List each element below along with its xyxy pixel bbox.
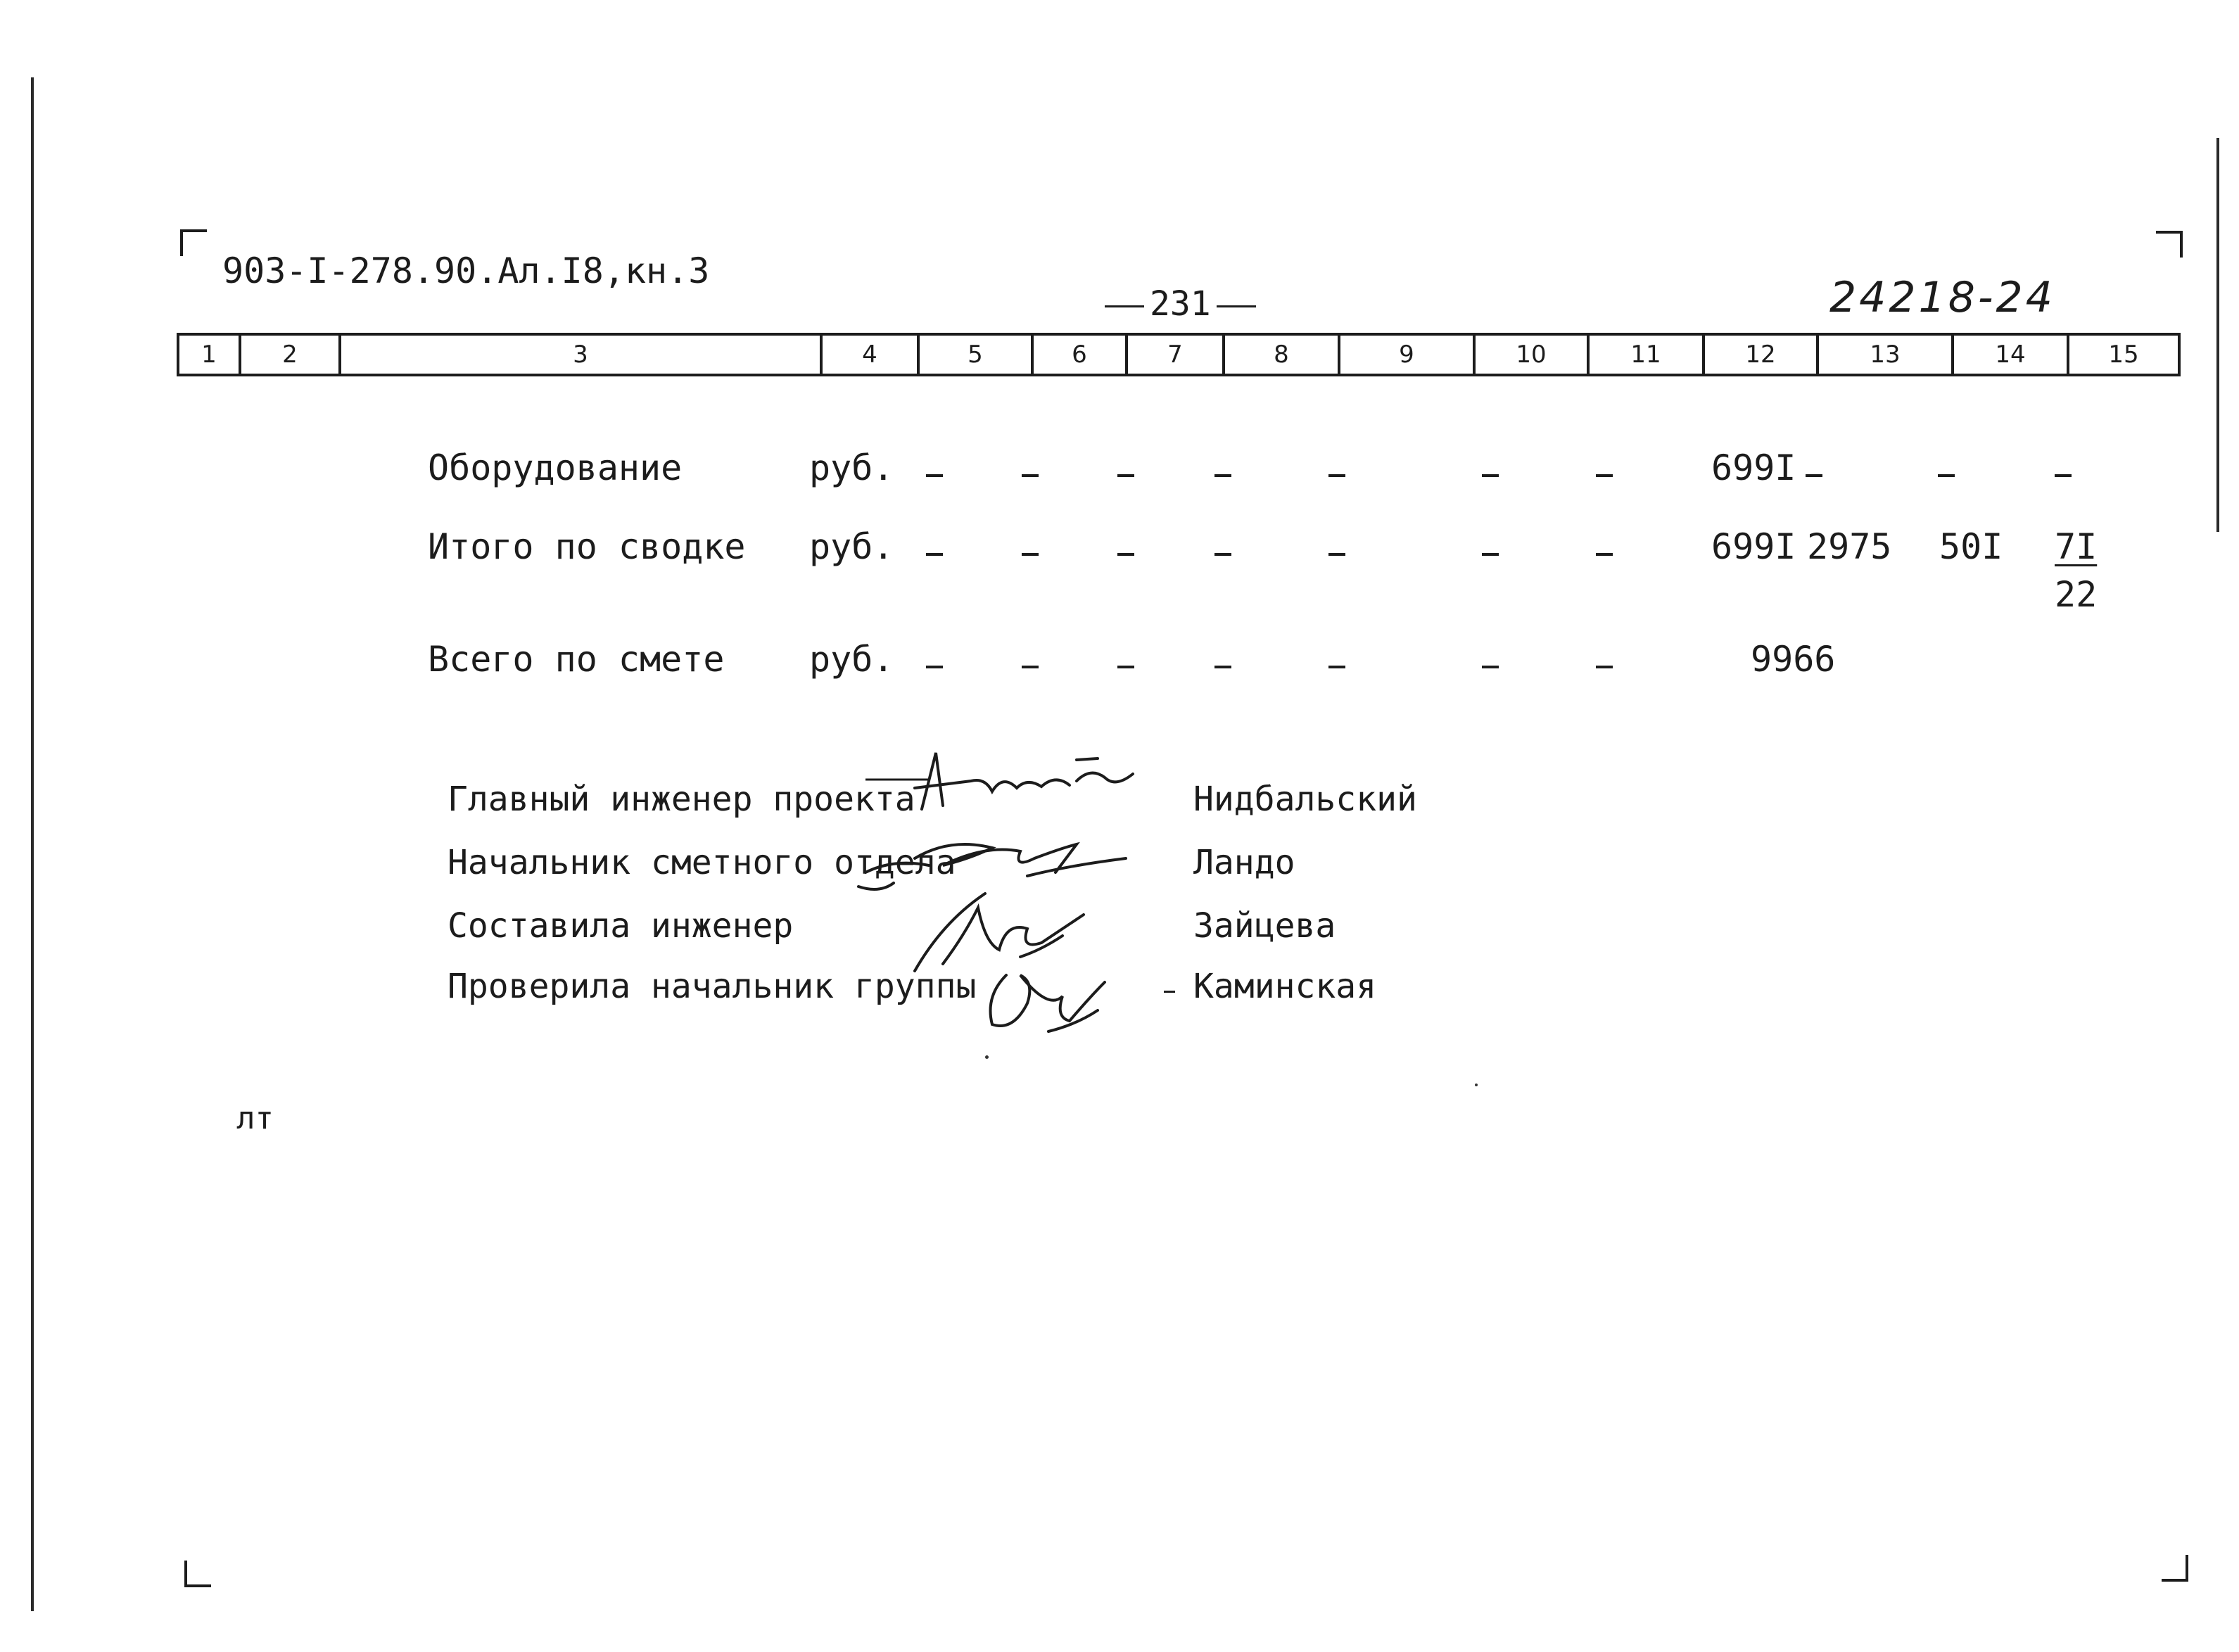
corner-mark-top-left — [180, 229, 207, 256]
empty-cell-dash — [1328, 474, 1345, 477]
scan-speck — [1475, 1084, 1478, 1086]
empty-cell-dash — [1806, 474, 1822, 477]
column-header-2: 2 — [239, 336, 338, 374]
empty-cell-dash — [1117, 666, 1134, 668]
cell-col12: 699I — [1711, 447, 1796, 488]
handwritten-document-number: 24218-24 — [1829, 273, 2055, 322]
signature-role: Начальник сметного отдела — [448, 843, 956, 882]
signature-name: Зайцева — [1193, 906, 1336, 946]
empty-cell-dash — [1022, 474, 1039, 477]
column-header-6: 6 — [1031, 336, 1125, 374]
footer-mark: лт — [236, 1100, 274, 1136]
column-header-12: 12 — [1702, 336, 1816, 374]
cell-col13: 2975 — [1807, 526, 1892, 567]
signature-name: Ландо — [1193, 843, 1295, 882]
signature-role: Проверила начальник группы — [448, 967, 977, 1006]
empty-cell-dash — [926, 666, 943, 668]
cell-col15-bottom: 22 — [2055, 574, 2098, 615]
empty-cell-dash — [1328, 666, 1345, 668]
page-number — [1105, 284, 1256, 324]
row-label: Оборудование — [428, 447, 683, 488]
column-header-11: 11 — [1587, 336, 1702, 374]
cell-col14: 50I — [1939, 526, 2003, 567]
column-header-5: 5 — [917, 336, 1031, 374]
signature-role: Составила инженер — [448, 906, 794, 946]
signature-name: Каминская — [1193, 967, 1377, 1006]
cell-col15-top: 7I — [2055, 526, 2098, 567]
column-header-strip — [177, 333, 2181, 376]
empty-cell-dash — [1214, 474, 1231, 477]
empty-cell-dash — [1596, 553, 1613, 556]
empty-cell-dash — [2055, 474, 2072, 477]
empty-cell-dash — [1117, 553, 1134, 556]
column-header-13: 13 — [1816, 336, 1951, 374]
signature-role: Главный инженер проекта — [448, 780, 915, 819]
row-label: Всего по смете — [428, 639, 725, 680]
cell-total: 9966 — [1751, 639, 1836, 680]
column-header-9: 9 — [1338, 336, 1473, 374]
cell-col12: 699I — [1711, 526, 1796, 567]
empty-cell-dash — [1482, 553, 1499, 556]
empty-cell-dash — [1214, 553, 1231, 556]
signature-connector-dash — [1164, 991, 1175, 993]
empty-cell-dash — [926, 553, 943, 556]
column-header-15: 15 — [2067, 336, 2178, 374]
column-header-10: 10 — [1473, 336, 1587, 374]
column-header-1: 1 — [201, 341, 217, 369]
column-header-14: 14 — [1951, 336, 2067, 374]
row-unit: руб. — [809, 447, 894, 488]
document-code: 903-I-278.90.Ал.I8,кн.3 — [222, 250, 710, 291]
scan-speck — [985, 1055, 989, 1059]
handwritten-signature-1 — [865, 739, 1203, 823]
column-header-4: 4 — [820, 336, 917, 374]
empty-cell-dash — [1482, 666, 1499, 668]
signature-name: Нидбальский — [1193, 780, 1417, 819]
row-unit: руб. — [809, 526, 894, 567]
corner-mark-bottom-right — [2162, 1555, 2188, 1582]
empty-cell-dash — [1482, 474, 1499, 477]
corner-mark-top-right — [2156, 231, 2183, 258]
empty-cell-dash — [1596, 474, 1613, 477]
empty-cell-dash — [1938, 474, 1955, 477]
row-label: Итого по сводке — [428, 526, 746, 567]
empty-cell-dash — [1328, 553, 1345, 556]
column-header-7: 7 — [1125, 336, 1222, 374]
right-margin-line — [2216, 138, 2219, 532]
empty-cell-dash — [1117, 474, 1134, 477]
handwritten-signature-4 — [978, 954, 1161, 1038]
empty-cell-dash — [1214, 666, 1231, 668]
row-unit: руб. — [809, 639, 894, 680]
column-header-8: 8 — [1222, 336, 1338, 374]
left-margin-line — [31, 77, 34, 1611]
empty-cell-dash — [926, 474, 943, 477]
empty-cell-dash — [1596, 666, 1613, 668]
page-number-value: 231 — [1150, 284, 1211, 324]
empty-cell-dash — [1022, 666, 1039, 668]
corner-mark-bottom-left — [184, 1561, 211, 1587]
column-header-3: 3 — [338, 336, 820, 374]
empty-cell-dash — [1022, 553, 1039, 556]
